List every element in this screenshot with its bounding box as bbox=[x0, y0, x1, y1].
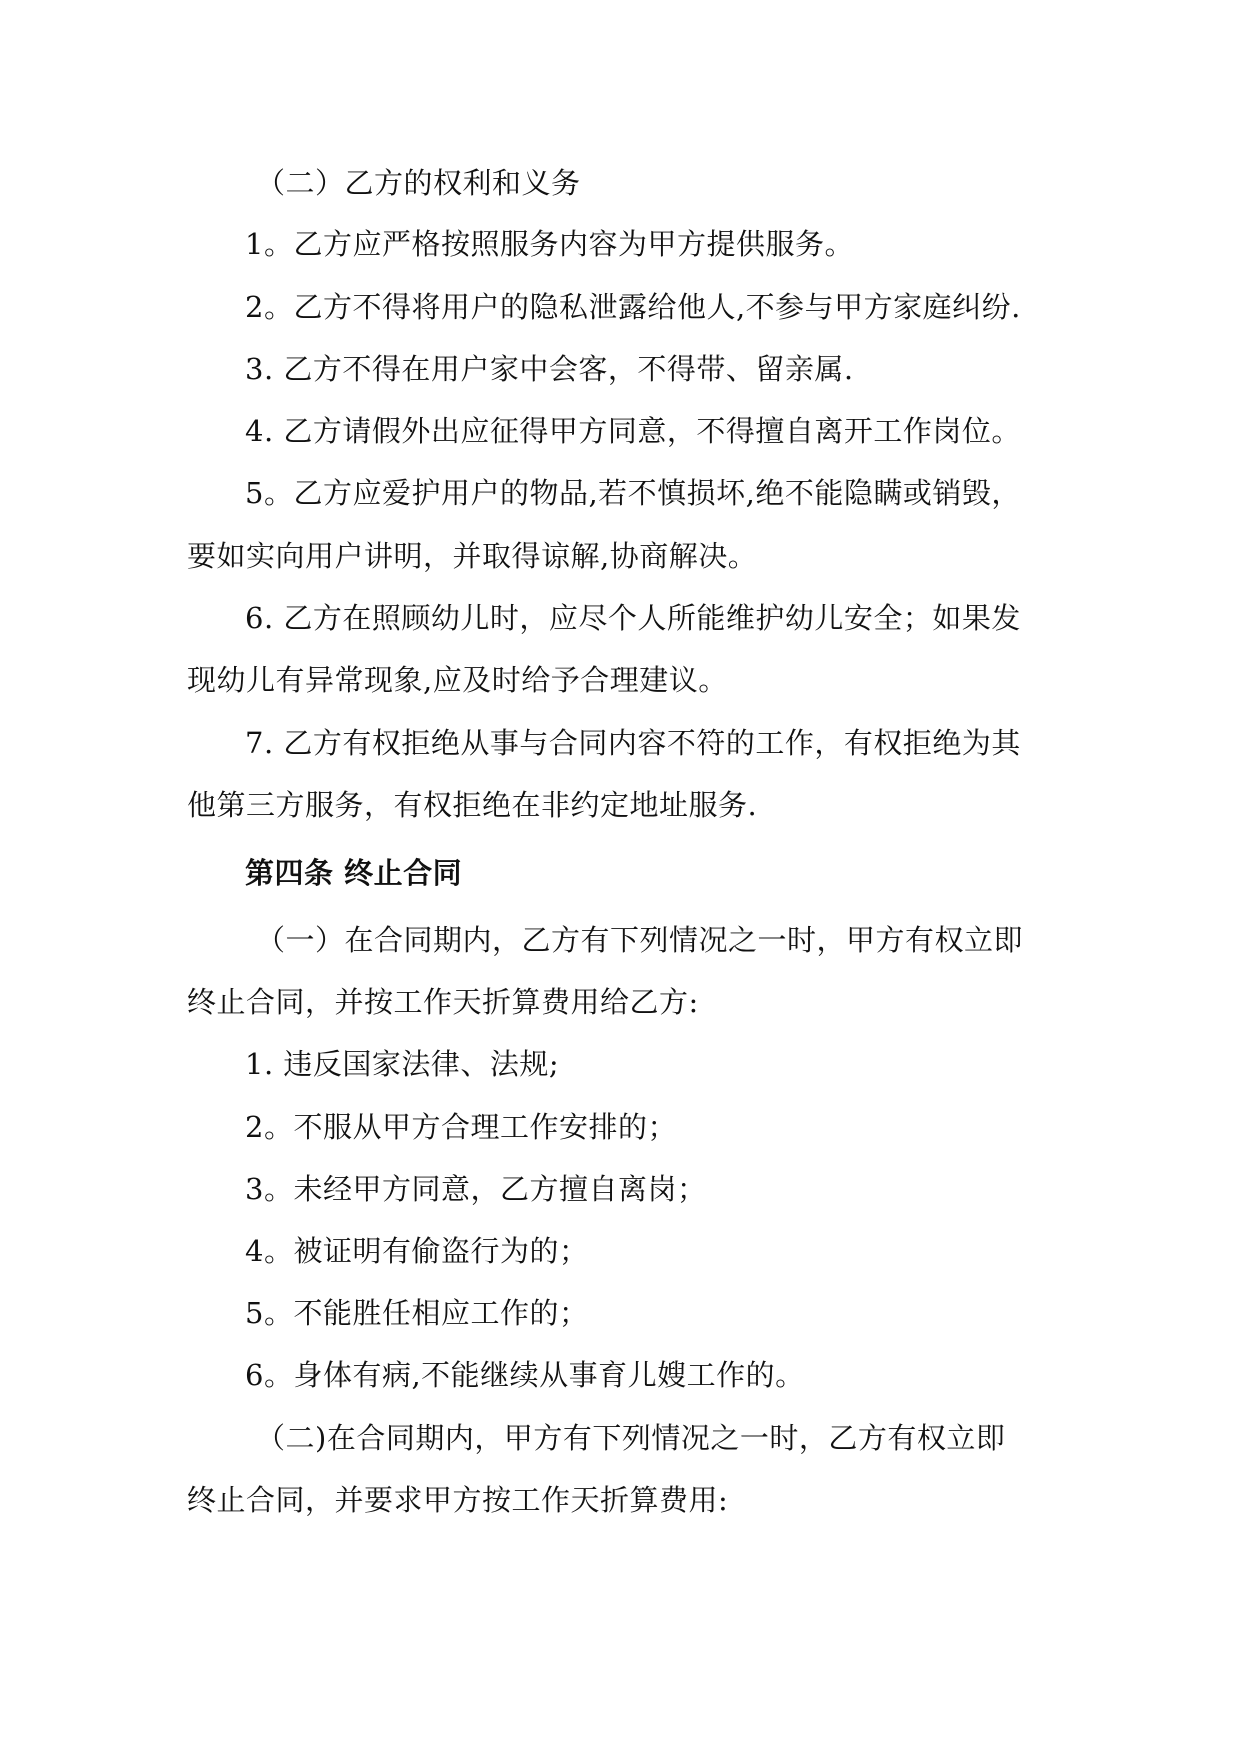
paragraph-line: 6。身体有病,不能继续从事育儿嫂工作的。 bbox=[245, 1358, 805, 1392]
paragraph-line: 现幼儿有异常现象,应及时给予合理建议。 bbox=[187, 663, 728, 697]
article-heading: 第四条 终止合同 bbox=[245, 856, 463, 890]
paragraph-line: 4. 乙方请假外出应征得甲方同意，不得擅自离开工作岗位。 bbox=[245, 414, 1021, 448]
paragraph-line: 2。不服从甲方合理工作安排的； bbox=[245, 1110, 677, 1144]
paragraph-line: 要如实向用户讲明，并取得谅解,协商解决。 bbox=[187, 539, 758, 573]
paragraph-line: 1。乙方应严格按照服务内容为甲方提供服务。 bbox=[245, 227, 854, 261]
paragraph-line: 5。不能胜任相应工作的； bbox=[245, 1296, 589, 1330]
paragraph-line: （二)在合同期内，甲方有下列情况之一时，乙方有权立即 bbox=[256, 1421, 1006, 1455]
section-subheading: （二）乙方的权利和义务 bbox=[256, 166, 581, 200]
paragraph-line: 6. 乙方在照顾幼儿时，应尽个人所能维护幼儿安全；如果发 bbox=[245, 601, 1021, 635]
paragraph-line: 5。乙方应爱护用户的物品,若不慎损坏,绝不能隐瞒或销毁， bbox=[245, 476, 1021, 510]
paragraph-line: 3。未经甲方同意，乙方擅自离岗； bbox=[245, 1172, 707, 1206]
paragraph-line: （一）在合同期内，乙方有下列情况之一时，甲方有权立即 bbox=[256, 923, 1024, 957]
paragraph-line: 终止合同，并要求甲方按工作天折算费用: bbox=[187, 1483, 729, 1517]
paragraph-line: 4。被证明有偷盗行为的； bbox=[245, 1234, 589, 1268]
paragraph-line: 终止合同，并按工作天折算费用给乙方: bbox=[187, 985, 699, 1019]
paragraph-line: 7. 乙方有权拒绝从事与合同内容不符的工作，有权拒绝为其 bbox=[245, 726, 1021, 760]
paragraph-line: 1. 违反国家法律、法规; bbox=[245, 1047, 560, 1081]
paragraph-line: 2。乙方不得将用户的隐私泄露给他人,不参与甲方家庭纠纷. bbox=[245, 290, 1021, 324]
paragraph-line: 3. 乙方不得在用户家中会客，不得带、留亲属. bbox=[245, 352, 854, 386]
paragraph-line: 他第三方服务，有权拒绝在非约定地址服务. bbox=[187, 788, 758, 822]
